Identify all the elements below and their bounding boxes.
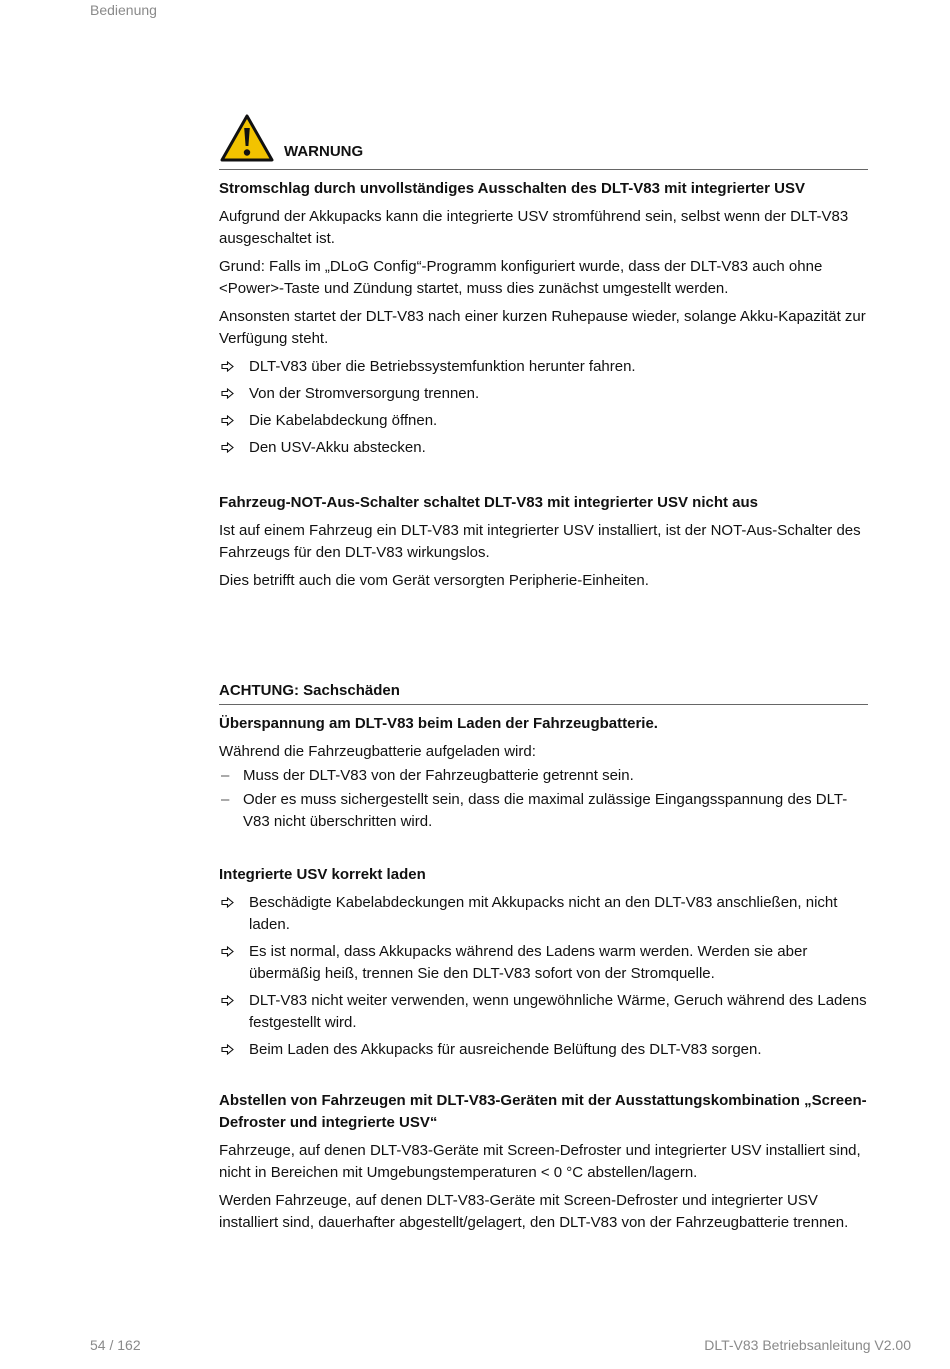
arrow-right-icon xyxy=(221,995,234,1006)
warning-paragraph: Aufgrund der Akkupacks kann die integrierte USV stromführend sein, selbst wenn der DLT-V83 ausgeschaltet ist. xyxy=(219,208,849,247)
not-aus-paragraph: Dies betrifft auch die vom Gerät versorgten Peripherie-Einheiten. xyxy=(219,572,649,589)
charge-text: Beschädigte Kabelabdeckungen mit Akkupacks nicht an den DLT-V83 anschließen, nicht laden. xyxy=(249,894,838,933)
warning-step xyxy=(219,383,868,405)
warning-heading: Stromschlag durch unvollständiges Ausschalten des DLT-V83 mit integrierter USV xyxy=(219,180,805,197)
warning-paragraph: Ansonsten startet der DLT-V83 nach einer kurzen Ruhepause wieder, solange Akku-Kapazität zur Verfügung steht. xyxy=(219,308,866,347)
dash-text: Oder es muss sichergestellt sein, dass die maximal zulässige Eingangsspannung des DLT-V83 nicht überschritten wird. xyxy=(243,791,848,830)
caution-intro: Während die Fahrzeugbatterie aufgeladen wird: xyxy=(219,743,536,760)
dash-bullet: – xyxy=(221,791,230,808)
warning-paragraph: Grund: Falls im „DLoG Config“-Programm konfiguriert wurde, dass der DLT-V83 auch ohne <Power>-Taste und Zündung startet, muss dies zunächst umgestellt werden. xyxy=(219,258,823,297)
step-text: DLT-V83 über die Betriebssystemfunktion herunter fahren. xyxy=(249,358,636,375)
not-aus-paragraph: Ist auf einem Fahrzeug ein DLT-V83 mit integrierter USV installiert, ist der NOT-Aus-Schalter des Fahrzeugs für den DLT-V83 wirkungslos. xyxy=(219,522,861,561)
not-aus-heading: Fahrzeug-NOT-Aus-Schalter schaltet DLT-V83 mit integrierter USV nicht aus xyxy=(219,494,758,511)
warning-block xyxy=(219,113,868,464)
warning-label: WARNUNG xyxy=(284,143,364,160)
charge-text: Beim Laden des Akkupacks für ausreichende Belüftung des DLT-V83 sorgen. xyxy=(249,1041,762,1058)
charge-text: Es ist normal, dass Akkupacks während des Ladens warm werden. Werden sie aber übermäßig heiß, trennen Sie den DLT-V83 sofort von der Stromquelle. xyxy=(249,943,808,982)
caution-dash-item xyxy=(219,789,868,833)
warning-step xyxy=(219,356,868,378)
dash-bullet: – xyxy=(221,767,230,784)
parking-heading: Abstellen von Fahrzeugen mit DLT-V83-Geräten mit der Ausstattungskombination „Screen-Defroster und integrierte USV“ xyxy=(219,1092,867,1131)
arrow-right-icon xyxy=(221,1044,234,1055)
warning-triangle-icon xyxy=(219,113,275,163)
warning-step xyxy=(219,410,868,432)
warning-header xyxy=(219,113,868,163)
caution-dash-item xyxy=(219,765,868,787)
parking-paragraph: Fahrzeuge, auf denen DLT-V83-Geräte mit Screen-Defroster und integrierter USV installiert sind, nicht in Bereichen mit Umgebungstemperaturen < 0 °C abstellen/lagern. xyxy=(219,1142,861,1181)
parking-paragraph: Werden Fahrzeuge, auf denen DLT-V83-Geräte mit Screen-Defroster und integrierter USV installiert sind, dauerhafter abgestellt/gelagert, den DLT-V83 von der Fahrzeugbatterie trennen. xyxy=(219,1192,849,1231)
charge-item xyxy=(219,990,868,1034)
caution-label: ACHTUNG: Sachschäden xyxy=(219,682,400,699)
charge-section xyxy=(219,864,868,1066)
arrow-right-icon xyxy=(221,388,234,399)
arrow-right-icon xyxy=(221,897,234,908)
arrow-right-icon xyxy=(221,946,234,957)
parking-section xyxy=(219,1090,868,1240)
dash-text: Muss der DLT-V83 von der Fahrzeugbatterie getrennt sein. xyxy=(243,767,634,784)
arrow-right-icon xyxy=(221,361,234,372)
page-number: 54 / 162 xyxy=(90,1337,141,1353)
document-title: DLT-V83 Betriebsanleitung V2.00 xyxy=(704,1337,911,1353)
caution-block xyxy=(219,680,868,835)
charge-heading: Integrierte USV korrekt laden xyxy=(219,866,426,883)
charge-text: DLT-V83 nicht weiter verwenden, wenn ungewöhnliche Wärme, Geruch während des Ladens festgestellt wird. xyxy=(249,992,867,1031)
arrow-right-icon xyxy=(221,415,234,426)
not-aus-section xyxy=(219,492,868,598)
running-header: Bedienung xyxy=(90,2,157,18)
warning-step xyxy=(219,437,868,459)
step-text: Den USV-Akku abstecken. xyxy=(249,439,426,456)
step-text: Von der Stromversorgung trennen. xyxy=(249,385,480,402)
charge-item xyxy=(219,892,868,936)
caution-heading: Überspannung am DLT-V83 beim Laden der Fahrzeugbatterie. xyxy=(219,715,658,732)
arrow-right-icon xyxy=(221,442,234,453)
charge-item xyxy=(219,941,868,985)
charge-item xyxy=(219,1039,868,1061)
step-text: Die Kabelabdeckung öffnen. xyxy=(249,412,438,429)
warning-rule xyxy=(219,169,868,170)
caution-rule xyxy=(219,704,868,705)
